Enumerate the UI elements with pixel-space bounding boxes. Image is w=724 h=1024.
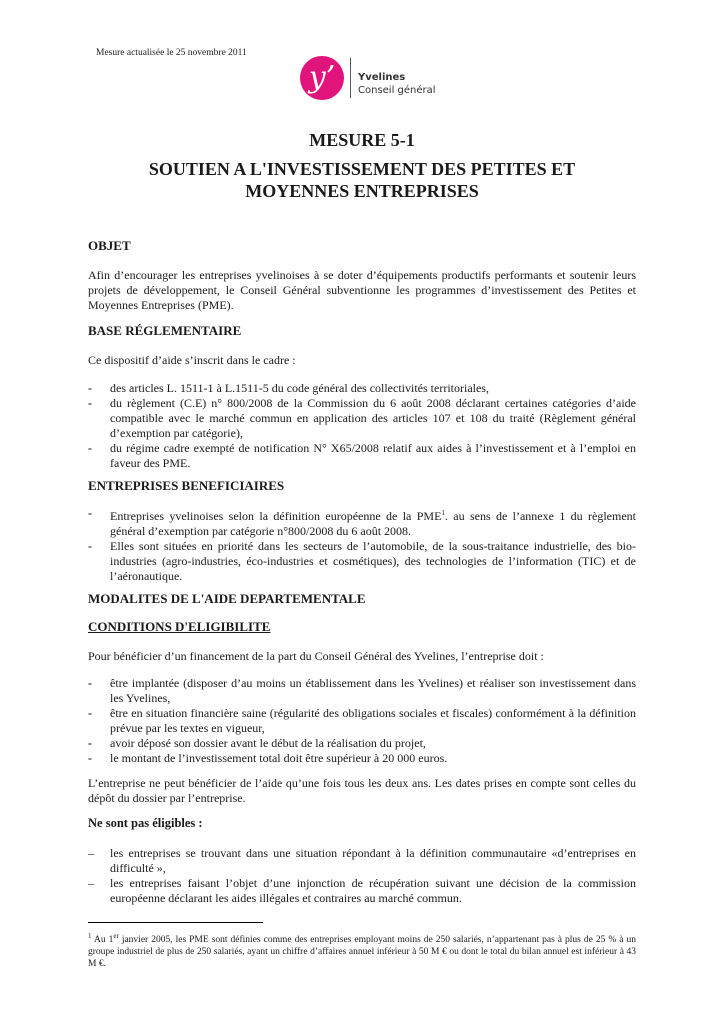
footnote: $^1$ Au 1er janvier 2005, les PME sont définies comme des entreprises employant moins de 250 salariés, n’appartenant pas à plus de 25 % à un groupe industriel de plus de 250 salariés, ayant un chiffre d’affaires annuel inférieur à 50 M € ou dont le total du bilan annuel est inférieur à 43 M €.: [88, 932, 636, 970]
list-item: - du règlement (C.E) n° 800/2008 de la Commission du 6 août 2008 déclarant certaines catégories d’aide compatible avec le marché commun en application des articles 107 et 108 du traité (Règlement général d’exemption par catégorie),: [88, 396, 636, 440]
list-item: - être implantée (disposer d’au moins un établissement dans les Yvelines) et réaliser son investissement dans les Yvelines,: [88, 676, 636, 705]
list-item: - Entreprises yvelinoises selon la définition européenne de la PME$^1$. au sens de l’annexe 1 du règlement général d’exemption par catégorie n°800/2008 du 6 août 2008.: [88, 506, 636, 538]
eligibility-intro: Pour bénéficier d’un financement de la part du Conseil Général des Yvelines, l’entreprise doit :: [88, 649, 544, 663]
heading-base: BASE RÉGLEMENTAIRE: [88, 323, 242, 338]
objet-text: Afin d’encourager les entreprises yvelinoises à se doter d’équipements productifs performants et soutenir leurs projets de développement, le Conseil Général subventionne les programmes d’investissement des Petites et Moyennes Entreprises (PME).: [88, 268, 636, 312]
not-eligible-list: [88, 846, 636, 906]
list-item: - des articles L. 1511-1 à L.1511-5 du code général des collectivités territoriales,: [88, 381, 489, 395]
heading-not-eligible: Ne sont pas éligibles :: [88, 816, 203, 830]
heading-objet: OBJET: [88, 238, 131, 253]
update-date: Mesure actualisée le 25 novembre 2011: [96, 48, 247, 58]
heading-modalites: MODALITES DE L'AIDE DEPARTEMENTALE: [88, 591, 366, 606]
footnote-ref: 1: [441, 509, 445, 517]
list-item: – les entreprises faisant l’objet d’une injonction de récupération suivant une décision de la commission européenne déclarant les aides illégales et contraires au marché commun.: [88, 876, 636, 905]
base-list: [88, 381, 636, 471]
eligibility-note: L’entreprise ne peut bénéficier de l’aide qu’une fois tous les deux ans. Les dates prises en compte sont celles du dépôt du dossier par l’entreprise.: [88, 776, 636, 805]
measure-title: SOUTIEN A L'INVESTISSEMENT DES PETITES ET MOYENNES ENTREPRISES: [148, 159, 576, 201]
list-item: - avoir déposé son dossier avant le début de la réalisation du projet,: [88, 736, 426, 750]
measure-number: MESURE 5-1: [309, 130, 415, 150]
list-item: - être en situation financière saine (régularité des obligations sociales et fiscales) conformément à la définition prévue par les textes en vigueur,: [88, 706, 636, 735]
list-item: - du régime cadre exempté de notification N° X65/2008 relatif aux aides à l’investissement et à l’emploi en faveur des PME.: [88, 441, 636, 470]
base-intro: Ce dispositif d’aide s’inscrit dans le cadre :: [88, 353, 296, 367]
subheading-eligibilite: CONDITIONS D'ELIGIBILITE: [88, 619, 271, 634]
footnote-rule: [88, 922, 263, 923]
heading-beneficiaires: ENTREPRISES BENEFICIAIRES: [88, 478, 285, 493]
list-item: – les entreprises se trouvant dans une situation répondant à la définition communautaire «d’entreprises en difficulté »,: [88, 846, 636, 875]
logo-subtitle: Conseil général: [358, 85, 436, 96]
logo-mark-icon: y’: [300, 56, 344, 100]
footnote-number: 1: [88, 932, 92, 940]
list-item: - le montant de l’investissement total doit être supérieur à 20 000 euros.: [88, 751, 448, 765]
logo-divider: [350, 58, 351, 98]
beneficiaires-list: [88, 506, 636, 584]
eligibility-list: [88, 676, 636, 766]
logo-name: Yvelines: [358, 72, 406, 83]
yvelines-logo: [300, 56, 440, 102]
list-item: - Elles sont situées en priorité dans les secteurs de l’automobile, de la sous-traitance industrielle, des bio-industries (agro-industries, éco-industries et cosmétiques), des technologies de l’information (TIC) et de l’aéronautique.: [88, 539, 636, 583]
